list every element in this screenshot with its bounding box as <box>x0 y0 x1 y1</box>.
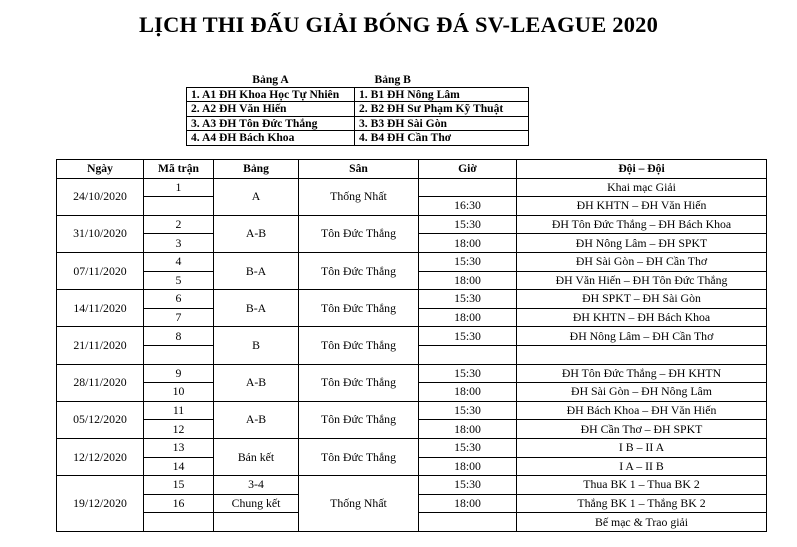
col-header-group: Bảng <box>214 160 299 179</box>
match-code: 5 <box>144 271 214 290</box>
match-code: 13 <box>144 438 214 457</box>
table-row <box>57 401 767 420</box>
group-a-header: Bảng A <box>252 73 289 86</box>
group-a-team: 4. A4 ĐH Bách Khoa <box>187 131 355 146</box>
match-code: 3 <box>144 234 214 253</box>
match-venue: Tôn Đức Thắng <box>299 252 419 289</box>
match-code: 16 <box>144 494 214 513</box>
table-row <box>57 327 767 346</box>
match-teams: ĐH Tôn Đức Thắng – ĐH KHTN <box>517 364 767 383</box>
match-teams: Thua BK 1 – Thua BK 2 <box>517 476 767 495</box>
match-code <box>144 197 214 216</box>
empty-cell <box>214 513 299 532</box>
match-teams: ĐH SPKT – ĐH Sài Gòn <box>517 290 767 309</box>
match-time: 18:00 <box>419 420 517 439</box>
col-header-teams: Đội – Đội <box>517 160 767 179</box>
match-group: Bán kết <box>214 438 299 475</box>
match-teams: ĐH Sài Gòn – ĐH Cần Thơ <box>517 252 767 271</box>
match-venue: Tôn Đức Thắng <box>299 364 419 401</box>
col-header-match-code: Mã trận <box>144 160 214 179</box>
match-teams: Khai mạc Giải <box>517 178 767 197</box>
match-date: 31/10/2020 <box>57 215 144 252</box>
match-time: 15:30 <box>419 215 517 234</box>
match-time: 18:00 <box>419 271 517 290</box>
match-code: 6 <box>144 290 214 309</box>
match-time: 18:00 <box>419 494 517 513</box>
match-group: A-B <box>214 364 299 401</box>
match-teams: Thắng BK 1 – Thắng BK 2 <box>517 494 767 513</box>
match-venue: Tôn Đức Thắng <box>299 215 419 252</box>
col-header-date: Ngày <box>57 160 144 179</box>
match-time: 16:30 <box>419 197 517 216</box>
table-row <box>57 252 767 271</box>
match-time: 15:30 <box>419 327 517 346</box>
match-time <box>419 178 517 197</box>
match-date: 24/10/2020 <box>57 178 144 215</box>
match-venue: Tôn Đức Thắng <box>299 401 419 438</box>
match-teams: ĐH Nông Lâm – ĐH Cần Thơ <box>517 327 767 346</box>
page-title: LỊCH THI ĐẤU GIẢI BÓNG ĐÁ SV-LEAGUE 2020 <box>138 12 659 37</box>
match-date: 28/11/2020 <box>57 364 144 401</box>
match-code: 4 <box>144 252 214 271</box>
match-time: 15:30 <box>419 252 517 271</box>
match-teams: I B – II A <box>517 438 767 457</box>
match-teams: ĐH Bách Khoa – ĐH Văn Hiến <box>517 401 767 420</box>
match-code: 9 <box>144 364 214 383</box>
match-time: 18:00 <box>419 234 517 253</box>
closing-ceremony: Bế mạc & Trao giải <box>517 513 767 532</box>
match-date: 21/11/2020 <box>57 327 144 364</box>
match-code: 12 <box>144 420 214 439</box>
match-code: 2 <box>144 215 214 234</box>
match-teams: ĐH KHTN – ĐH Bách Khoa <box>517 308 767 327</box>
match-time: 15:30 <box>419 438 517 457</box>
table-row <box>57 290 767 309</box>
schedule-table <box>56 159 767 532</box>
match-group: 3-4 <box>214 476 299 495</box>
header-row <box>57 160 767 179</box>
groups-table <box>186 73 529 146</box>
group-a-team: 3. A3 ĐH Tôn Đức Thắng <box>187 116 355 131</box>
match-teams: ĐH Tôn Đức Thắng – ĐH Bách Khoa <box>517 215 767 234</box>
match-code <box>144 345 214 364</box>
match-code: 7 <box>144 308 214 327</box>
group-b-team: 2. B2 ĐH Sư Phạm Kỹ Thuật <box>355 102 529 117</box>
table-row <box>57 476 767 495</box>
table-row <box>57 178 767 197</box>
match-venue: Tôn Đức Thắng <box>299 438 419 475</box>
match-teams <box>517 345 767 364</box>
match-group: Chung kết <box>214 494 299 513</box>
match-venue: Thống Nhất <box>299 178 419 215</box>
match-group: A-B <box>214 215 299 252</box>
match-code: 10 <box>144 383 214 402</box>
match-teams: I A – II B <box>517 457 767 476</box>
match-date: 14/11/2020 <box>57 290 144 327</box>
match-code: 15 <box>144 476 214 495</box>
match-time: 18:00 <box>419 457 517 476</box>
table-row <box>57 438 767 457</box>
match-group: B-A <box>214 290 299 327</box>
match-date: 12/12/2020 <box>57 438 144 475</box>
group-a-team: 2. A2 ĐH Văn Hiến <box>187 102 355 117</box>
match-teams: ĐH Văn Hiến – ĐH Tôn Đức Thắng <box>517 271 767 290</box>
match-group: A <box>214 178 299 215</box>
match-time: 15:30 <box>419 290 517 309</box>
match-code: 8 <box>144 327 214 346</box>
match-group: A-B <box>214 401 299 438</box>
match-code: 1 <box>144 178 214 197</box>
match-code: 14 <box>144 457 214 476</box>
match-teams: ĐH KHTN – ĐH Văn Hiến <box>517 197 767 216</box>
match-code: 11 <box>144 401 214 420</box>
match-date: 07/11/2020 <box>57 252 144 289</box>
empty-cell <box>419 513 517 532</box>
col-header-venue: Sân <box>299 160 419 179</box>
table-row <box>57 364 767 383</box>
col-header-time: Giờ <box>419 160 517 179</box>
match-venue: Thống Nhất <box>299 476 419 532</box>
match-time: 18:00 <box>419 383 517 402</box>
match-venue: Tôn Đức Thắng <box>299 290 419 327</box>
match-teams: ĐH Nông Lâm – ĐH SPKT <box>517 234 767 253</box>
match-date: 05/12/2020 <box>57 401 144 438</box>
match-time <box>419 345 517 364</box>
group-b-team: 1. B1 ĐH Nông Lâm <box>355 87 529 102</box>
match-time: 15:30 <box>419 364 517 383</box>
match-time: 15:30 <box>419 401 517 420</box>
match-teams: ĐH Sài Gòn – ĐH Nông Lâm <box>517 383 767 402</box>
match-teams: ĐH Cần Thơ – ĐH SPKT <box>517 420 767 439</box>
group-a-team: 1. A1 ĐH Khoa Học Tự Nhiên <box>187 87 355 102</box>
group-b-team: 4. B4 ĐH Cần Thơ <box>355 131 529 146</box>
match-date: 19/12/2020 <box>57 476 144 532</box>
match-time: 18:00 <box>419 308 517 327</box>
table-row <box>57 215 767 234</box>
group-b-header: Bảng B <box>374 73 411 86</box>
match-group: B <box>214 327 299 364</box>
match-venue: Tôn Đức Thắng <box>299 327 419 364</box>
match-group: B-A <box>214 252 299 289</box>
match-time: 15:30 <box>419 476 517 495</box>
group-b-team: 3. B3 ĐH Sài Gòn <box>355 116 529 131</box>
empty-cell <box>144 513 214 532</box>
